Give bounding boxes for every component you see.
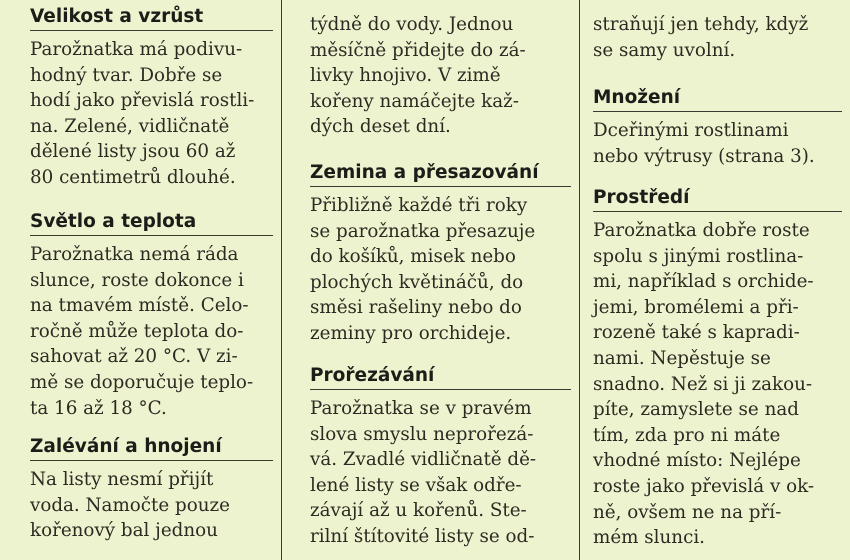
- text-line: dých deset dní.: [310, 116, 451, 138]
- text-line: mém slunci.: [593, 527, 705, 549]
- column-3: [580, 0, 850, 560]
- text-line: voda. Namočte pouze: [30, 494, 230, 516]
- section-svetlo: [30, 211, 273, 421]
- text-line: dělené listy jsou 60 až: [30, 141, 236, 163]
- text-line: píte, zamyslete se nad: [593, 399, 799, 421]
- text-line: livky hnojivo. V zimě: [310, 65, 501, 87]
- text-line: do košíků, misek nebo: [310, 246, 516, 268]
- text-line: směsi rašeliny nebo do: [310, 297, 522, 319]
- text-line: se parožnatka přesazuje: [310, 220, 536, 242]
- text-line: na. Zelené, vidličnatě: [30, 115, 230, 137]
- text-line: slova smyslu neprořezá-: [310, 423, 534, 445]
- text-line: Na listy nesmí přijít: [30, 469, 214, 490]
- section-heading: Prostředí: [593, 187, 842, 212]
- text-line: ně, ovšem ne na pří-: [593, 501, 782, 523]
- column-2: [282, 0, 580, 560]
- section-continued-zalevani: [310, 12, 571, 140]
- section-heading: Prořezávání: [310, 365, 571, 390]
- text-line: spolu s jinými rostlina-: [593, 245, 804, 267]
- text-line: 80 centimetrů dlouhé.: [30, 166, 236, 188]
- text-line: jemi, bromélemi a při-: [593, 296, 799, 318]
- text-line: mi, například s orchide-: [593, 271, 814, 293]
- text-line: rilní štítovité listy se od-: [310, 525, 535, 547]
- text-line: plochých květináčů, do: [310, 271, 524, 293]
- text-line: roste jako převislá v ok-: [593, 475, 815, 497]
- section-prostredi: [593, 187, 842, 551]
- text-line: závají až u kořenů. Ste-: [310, 500, 527, 522]
- text-line: rozeně také s kapradi-: [593, 322, 800, 344]
- column-1: [0, 0, 282, 560]
- text-line: hodný tvar. Dobře se: [30, 64, 223, 86]
- text-line: Parožnatka se v pravém: [310, 398, 532, 419]
- text-line: snadno. Než si ji zakou-: [593, 373, 813, 395]
- section-zalevani: [30, 436, 273, 544]
- section-continued-prorezavani: [593, 12, 842, 63]
- section-prorezavani: [310, 365, 571, 550]
- text-line: nebo výtrusy (strana 3).: [593, 145, 815, 167]
- section-heading: Velikost a vzrůst: [30, 6, 273, 31]
- text-line: lené listy se však odře-: [310, 474, 522, 496]
- text-line: ta 16 až 18 °C.: [30, 397, 167, 419]
- text-line: Parožnatka má podivu-: [30, 39, 243, 60]
- text-line: straňují jen tehdy, když: [593, 14, 809, 35]
- text-line: sahovat až 20 °C. V zi-: [30, 346, 238, 368]
- section-heading: Množení: [593, 87, 842, 112]
- text-line: Dceřinými rostlinami: [593, 120, 789, 141]
- text-line: měsíčně přidejte do zá-: [310, 39, 526, 61]
- section-mnozeni: [593, 87, 842, 169]
- text-line: hodí jako převislá rostli-: [30, 90, 255, 112]
- text-line: ročně může teplota do-: [30, 320, 244, 342]
- text-line: nami. Nepěstuje se: [593, 347, 771, 369]
- text-line: Parožnatka nemá ráda: [30, 244, 239, 265]
- text-line: slunce, roste dokonce i: [30, 269, 244, 291]
- section-heading: Zemina a přesazování: [310, 162, 571, 187]
- text-line: zeminy pro orchideje.: [310, 322, 512, 344]
- text-line: se samy uvolní.: [593, 39, 736, 61]
- text-line: kořeny namáčejte kaž-: [310, 90, 519, 112]
- section-velikost: [30, 6, 273, 191]
- text-line: Parožnatka dobře roste: [593, 220, 810, 241]
- text-line: mě se doporučuje teplo-: [30, 371, 254, 393]
- text-line: vá. Zvadlé vidličnatě dě-: [310, 449, 537, 471]
- text-line: Přibližně každé tři roky: [310, 195, 528, 216]
- text-line: vhodné místo: Nejlépe: [593, 450, 801, 472]
- section-heading: Světlo a teplota: [30, 211, 273, 236]
- text-line: na tmavém místě. Celo-: [30, 295, 249, 317]
- section-zemina: [310, 162, 571, 347]
- text-line: kořenový bal jednou: [30, 520, 218, 542]
- text-line: týdně do vody. Jednou: [310, 14, 514, 35]
- text-line: tím, zda pro ni máte: [593, 424, 781, 446]
- section-heading: Zalévání a hnojení: [30, 436, 273, 461]
